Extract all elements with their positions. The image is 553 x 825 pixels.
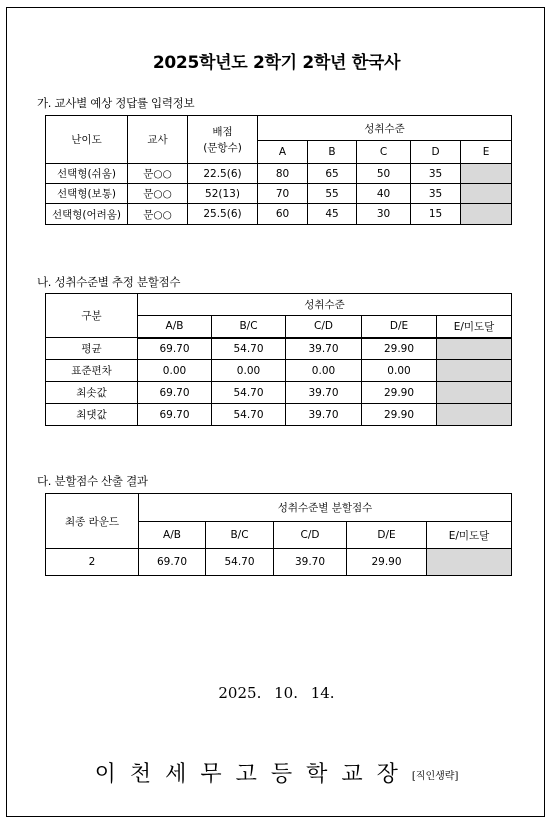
seal-omitted-note: [직인생략]: [411, 771, 459, 782]
level-header: E: [461, 141, 512, 164]
empty-gray-cell: [461, 184, 512, 204]
rate-cell: 50: [357, 164, 411, 184]
rate-cell: 45: [308, 204, 357, 225]
estimated-cut-score-table: [45, 293, 512, 426]
difficulty-cell: 선택형(어려움): [46, 204, 128, 225]
level-header: D/E: [362, 316, 437, 338]
section-a-heading: 가. 교사별 예상 정답률 입력정보: [37, 96, 195, 110]
teacher-cell: 문○○: [128, 204, 188, 225]
row-label: 평균: [46, 338, 138, 360]
header-points: 배점 (문항수): [188, 116, 258, 164]
score-cell: 29.90: [362, 338, 437, 360]
table-row: [46, 360, 512, 382]
level-header: E/미도달: [427, 522, 512, 549]
teacher-cell: 문○○: [128, 184, 188, 204]
score-cell: 54.70: [206, 549, 274, 576]
empty-gray-cell: [437, 382, 512, 404]
row-label: 표준편차: [46, 360, 138, 382]
score-cell: 69.70: [138, 382, 212, 404]
header-achievement-cut-scores: 성취수준별 분할점수: [139, 494, 512, 522]
rate-cell: 55: [308, 184, 357, 204]
level-header: B/C: [212, 316, 286, 338]
level-header: C/D: [286, 316, 362, 338]
rate-cell: 15: [411, 204, 461, 225]
table-row: [46, 404, 512, 426]
level-header: A/B: [138, 316, 212, 338]
level-header: C: [357, 141, 411, 164]
section-b-heading: 나. 성취수준별 추정 분할점수: [37, 275, 181, 289]
score-cell: 54.70: [212, 338, 286, 360]
score-cell: 0.00: [212, 360, 286, 382]
difficulty-cell: 선택형(보통): [46, 184, 128, 204]
rate-cell: 80: [258, 164, 308, 184]
score-cell: 69.70: [138, 338, 212, 360]
teacher-cell: 문○○: [128, 164, 188, 184]
empty-gray-cell: [437, 404, 512, 426]
empty-gray-cell: [461, 164, 512, 184]
score-cell: 29.90: [362, 404, 437, 426]
difficulty-cell: 선택형(쉬움): [46, 164, 128, 184]
score-cell: 0.00: [362, 360, 437, 382]
score-cell: 69.70: [138, 404, 212, 426]
table-row: [46, 549, 512, 576]
score-cell: 29.90: [362, 382, 437, 404]
level-header: A/B: [139, 522, 206, 549]
section-c-heading: 다. 분할점수 산출 결과: [37, 474, 148, 488]
row-label: 최댓값: [46, 404, 138, 426]
empty-gray-cell: [427, 549, 512, 576]
rate-cell: 35: [411, 184, 461, 204]
header-achievement-levels: 성취수준: [258, 116, 512, 141]
level-header: B: [308, 141, 357, 164]
empty-gray-cell: [437, 360, 512, 382]
header-difficulty: 난이도: [46, 116, 128, 164]
school-name: 이천세무고등학교장: [94, 762, 412, 787]
empty-gray-cell: [461, 204, 512, 225]
level-header: A: [258, 141, 308, 164]
document-title: 2025학년도 2학기 2학년 한국사: [152, 53, 401, 73]
rate-cell: 40: [357, 184, 411, 204]
score-cell: 0.00: [138, 360, 212, 382]
rate-cell: 65: [308, 164, 357, 184]
points-cell: 25.5(6): [188, 204, 258, 225]
row-label: 최솟값: [46, 382, 138, 404]
document-date: 2025. 10. 14.: [218, 684, 335, 702]
rate-cell: 30: [357, 204, 411, 225]
final-cut-score-table: [45, 493, 512, 576]
school-signature-line: [0, 757, 553, 788]
level-header: E/미도달: [437, 316, 512, 338]
score-cell: 0.00: [286, 360, 362, 382]
score-cell: 69.70: [139, 549, 206, 576]
rate-cell: 70: [258, 184, 308, 204]
score-cell: 39.70: [286, 338, 362, 360]
table-row: [46, 164, 512, 184]
header-achievement-levels: 성취수준: [138, 294, 512, 316]
level-header: C/D: [274, 522, 347, 549]
table-row: [46, 382, 512, 404]
header-category: 구분: [46, 294, 138, 338]
score-cell: 39.70: [274, 549, 347, 576]
header-teacher: 교사: [128, 116, 188, 164]
rate-cell: 60: [258, 204, 308, 225]
table-row: [46, 338, 512, 360]
level-header: D/E: [347, 522, 427, 549]
level-header: B/C: [206, 522, 274, 549]
rate-cell: 35: [411, 164, 461, 184]
score-cell: 29.90: [347, 549, 427, 576]
score-cell: 54.70: [212, 382, 286, 404]
points-cell: 22.5(6): [188, 164, 258, 184]
points-cell: 52(13): [188, 184, 258, 204]
teacher-expected-rate-table: [45, 115, 512, 225]
score-cell: 39.70: [286, 404, 362, 426]
level-header: D: [411, 141, 461, 164]
score-cell: 54.70: [212, 404, 286, 426]
score-cell: 39.70: [286, 382, 362, 404]
header-final-round: 최종 라운드: [46, 494, 139, 549]
table-row: [46, 204, 512, 225]
empty-gray-cell: [437, 338, 512, 360]
table-row: [46, 184, 512, 204]
round-cell: 2: [46, 549, 139, 576]
